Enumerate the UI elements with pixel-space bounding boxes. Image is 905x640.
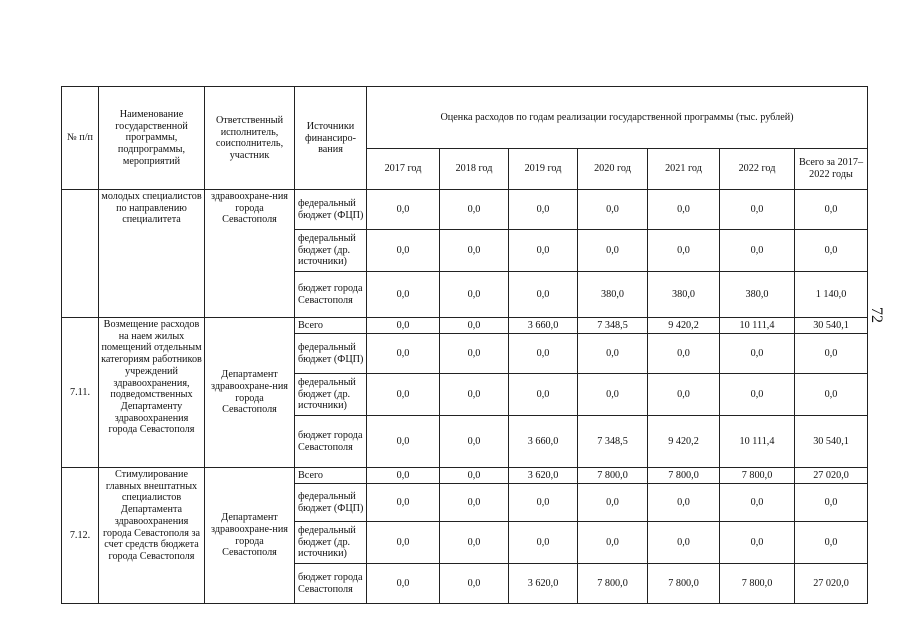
value-2021: 0,0 <box>648 230 720 272</box>
value-2020: 0,0 <box>578 484 648 522</box>
value-2019: 0,0 <box>509 230 578 272</box>
value-2022: 380,0 <box>720 272 795 318</box>
header-num: № п/п <box>62 87 99 190</box>
value-2020: 0,0 <box>578 190 648 230</box>
value-2022: 0,0 <box>720 190 795 230</box>
header-year: 2022 год <box>720 149 795 190</box>
value-2022: 7 800,0 <box>720 564 795 604</box>
value-2021: 0,0 <box>648 190 720 230</box>
value-2021: 0,0 <box>648 484 720 522</box>
value-total: 1 140,0 <box>795 272 868 318</box>
header-year: 2018 год <box>440 149 509 190</box>
value-2018: 0,0 <box>440 468 509 484</box>
value-2017: 0,0 <box>367 564 440 604</box>
value-2018: 0,0 <box>440 416 509 468</box>
budget-table <box>61 86 868 604</box>
funding-source: федеральный бюджет (др. источники) <box>295 374 367 416</box>
value-2020: 7 348,5 <box>578 318 648 334</box>
funding-source: бюджет города Севастополя <box>295 416 367 468</box>
value-2017: 0,0 <box>367 416 440 468</box>
value-total: 0,0 <box>795 190 868 230</box>
funding-source: федеральный бюджет (др. источники) <box>295 230 367 272</box>
funding-source: бюджет города Севастополя <box>295 272 367 318</box>
executor: здравоохране-ния города Севастополя <box>205 190 295 318</box>
value-2017: 0,0 <box>367 190 440 230</box>
value-total: 0,0 <box>795 374 868 416</box>
value-2022: 0,0 <box>720 374 795 416</box>
value-2017: 0,0 <box>367 318 440 334</box>
value-2020: 380,0 <box>578 272 648 318</box>
value-2022: 0,0 <box>720 230 795 272</box>
value-2019: 0,0 <box>509 374 578 416</box>
row-number: 7.12. <box>62 468 99 604</box>
value-2021: 9 420,2 <box>648 318 720 334</box>
header-name: Наименование государственной программы, подпрограммы, мероприятий <box>99 87 205 190</box>
value-2019: 3 660,0 <box>509 318 578 334</box>
value-2020: 0,0 <box>578 522 648 564</box>
value-2018: 0,0 <box>440 522 509 564</box>
value-2018: 0,0 <box>440 334 509 374</box>
value-2017: 0,0 <box>367 484 440 522</box>
value-2017: 0,0 <box>367 468 440 484</box>
value-2022: 0,0 <box>720 484 795 522</box>
value-2021: 9 420,2 <box>648 416 720 468</box>
value-2018: 0,0 <box>440 374 509 416</box>
value-total: 0,0 <box>795 522 868 564</box>
value-2022: 7 800,0 <box>720 468 795 484</box>
header-year: 2017 год <box>367 149 440 190</box>
header-year-total: Всего за 2017–2022 годы <box>795 149 868 190</box>
value-2022: 10 111,4 <box>720 318 795 334</box>
value-2018: 0,0 <box>440 318 509 334</box>
value-2019: 3 660,0 <box>509 416 578 468</box>
value-total: 27 020,0 <box>795 564 868 604</box>
funding-source: федеральный бюджет (др. источники) <box>295 522 367 564</box>
value-2022: 0,0 <box>720 522 795 564</box>
value-2021: 7 800,0 <box>648 468 720 484</box>
value-2019: 0,0 <box>509 334 578 374</box>
measure-name: молодых специалистов по направлению специалитета <box>99 190 205 318</box>
value-2021: 0,0 <box>648 334 720 374</box>
value-2018: 0,0 <box>440 230 509 272</box>
header-executor: Ответственный исполнитель, соисполнитель, участник <box>205 87 295 190</box>
header-year: 2019 год <box>509 149 578 190</box>
value-total: 27 020,0 <box>795 468 868 484</box>
value-2020: 0,0 <box>578 334 648 374</box>
header-expense-group: Оценка расходов по годам реализации государственной программы (тыс. рублей) <box>367 87 868 149</box>
value-total: 0,0 <box>795 484 868 522</box>
value-2019: 3 620,0 <box>509 468 578 484</box>
header-year: 2020 год <box>578 149 648 190</box>
value-total: 30 540,1 <box>795 318 868 334</box>
funding-source: бюджет города Севастополя <box>295 564 367 604</box>
value-2021: 0,0 <box>648 374 720 416</box>
value-total: 0,0 <box>795 334 868 374</box>
value-2019: 0,0 <box>509 522 578 564</box>
value-2019: 0,0 <box>509 484 578 522</box>
value-2017: 0,0 <box>367 374 440 416</box>
value-total: 30 540,1 <box>795 416 868 468</box>
value-2021: 7 800,0 <box>648 564 720 604</box>
value-2017: 0,0 <box>367 230 440 272</box>
value-2020: 7 800,0 <box>578 468 648 484</box>
value-2020: 7 348,5 <box>578 416 648 468</box>
value-2022: 0,0 <box>720 334 795 374</box>
page-number: 72 <box>868 307 885 323</box>
value-2018: 0,0 <box>440 484 509 522</box>
value-2018: 0,0 <box>440 190 509 230</box>
value-2020: 0,0 <box>578 230 648 272</box>
value-2022: 10 111,4 <box>720 416 795 468</box>
value-total: 0,0 <box>795 230 868 272</box>
funding-source: федеральный бюджет (ФЦП) <box>295 484 367 522</box>
executor: Департамент здравоохране-ния города Севастополя <box>205 318 295 468</box>
measure-name: Возмещение расходов на наем жилых помещений отдельным категориям работников учреждений здравоохранения, подведомственных Департаменту здравоохранения города Севастополя <box>99 318 205 468</box>
value-2017: 0,0 <box>367 272 440 318</box>
funding-source: Всего <box>295 318 367 334</box>
value-2018: 0,0 <box>440 272 509 318</box>
value-2017: 0,0 <box>367 334 440 374</box>
row-number <box>62 190 99 318</box>
funding-source: федеральный бюджет (ФЦП) <box>295 334 367 374</box>
measure-name: Стимулирование главных внештатных специалистов Департамента здравоохранения города Севастополя за счет средств бюджета города Севастополя <box>99 468 205 604</box>
value-2021: 0,0 <box>648 522 720 564</box>
executor: Департамент здравоохране-ния города Севастополя <box>205 468 295 604</box>
header-year: 2021 год <box>648 149 720 190</box>
value-2020: 0,0 <box>578 374 648 416</box>
value-2019: 0,0 <box>509 190 578 230</box>
value-2019: 0,0 <box>509 272 578 318</box>
value-2021: 380,0 <box>648 272 720 318</box>
value-2018: 0,0 <box>440 564 509 604</box>
funding-source: Всего <box>295 468 367 484</box>
value-2017: 0,0 <box>367 522 440 564</box>
value-2020: 7 800,0 <box>578 564 648 604</box>
row-number: 7.11. <box>62 318 99 468</box>
header-source: Источники финансиро-вания <box>295 87 367 190</box>
funding-source: федеральный бюджет (ФЦП) <box>295 190 367 230</box>
value-2019: 3 620,0 <box>509 564 578 604</box>
